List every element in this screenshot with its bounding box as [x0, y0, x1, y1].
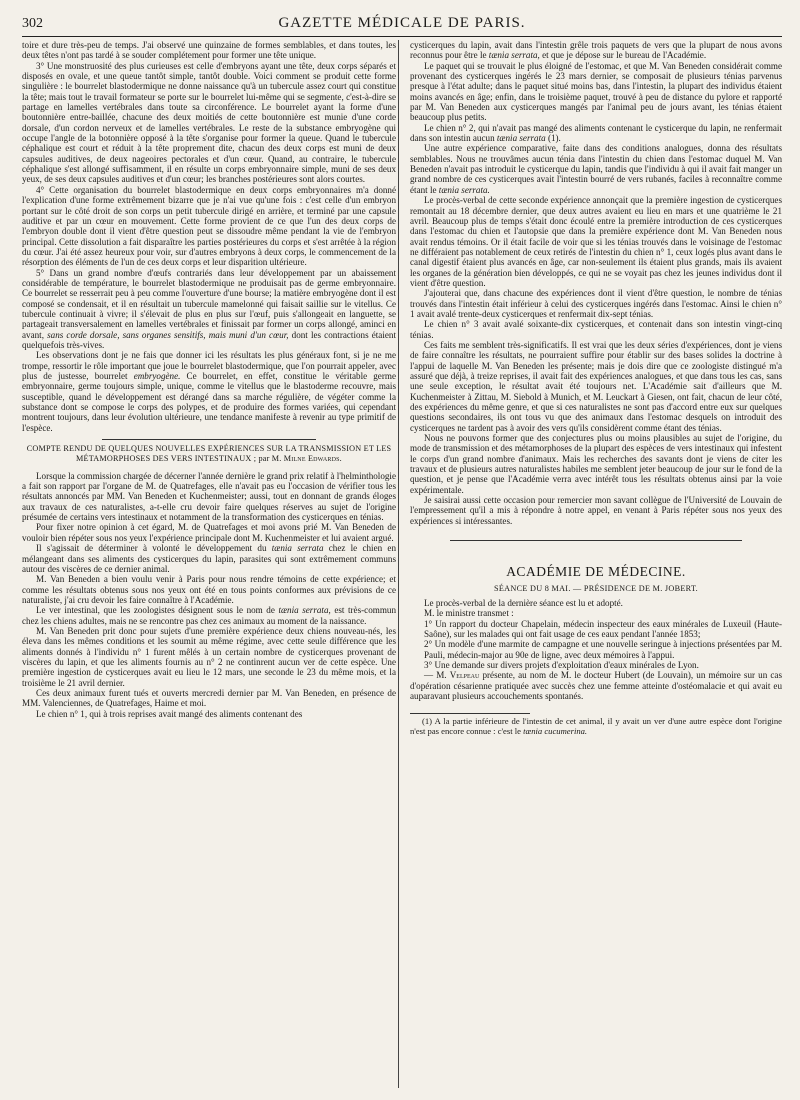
column-divider [398, 40, 399, 1088]
paragraph: M. Van Beneden a bien voulu venir à Paris pour nous rendre témoins de cette expérience; et comme les résultats obtenus sous nos yeux ont été en tous points conformes aux prévisions de ce naturaliste, j'ai cru devoir les faire connaître à l'Académie. [22, 574, 396, 605]
paragraph: toire et dure très-peu de temps. J'ai observé une quinzaine de formes semblables, et dans toutes, les deux têtes n'ont pas tardé à se souder complétement pour former une tête unique. [22, 40, 396, 61]
paragraph: Le chien n° 1, qui à trois reprises avait mangé des aliments contenant des [36, 708, 303, 719]
paragraph: Lorsque la commission chargée de décerner l'année dernière le grand prix relatif à l'helminthologie a fait son rapport par l'organe de M. de Quatrefages, elle n'avait pas eu l'occasion de vérifier tous les résultats annoncés par MM. Van Beneden et Kuchenmeister; aussi, tout en donnant de grands éloges aux travaux de ces naturalistes, a-t-elle cru devoir faire quelques réserves au sujet de l'origine présumée de certains vers intestinaux et notamment de la transformation des cysticerques en ténias. [22, 470, 396, 523]
paragraph: Pour fixer notre opinion à cet égard, M. de Quatrefages et moi avons prié M. Van Beneden de vouloir bien répéter sous nos yeux l'expérience principale dont M. Kuchenmeister et lui avaient argué. [22, 522, 396, 543]
paragraph: Le procès-verbal de la dernière séance est lu et adopté. [424, 597, 623, 608]
list-item: 2° Un modèle d'une marmite de campagne et une nouvelle seringue à injections présentées par M. Pauli, médecin-major au 90e de ligne, avec deux mémoires à l'appui. [424, 639, 782, 660]
paragraph: Le chien n° 2, qui n'avait pas mangé des aliments contenant le cysticerque du lapin, ne renfermait dans son intestin aucun tænia serrata (1). [410, 122, 782, 144]
session-heading: SÉANCE DU 8 MAI. — PRÉSIDENCE DE M. JOBERT. [494, 583, 698, 593]
footnote: (1) A la partie inférieure de l'intestin de cet animal, il y avait un ver d'une autre espèce dont l'origine n'est pas encore connue : c'est le tænia cucumerina. [410, 716, 782, 737]
paragraph: 4° Cette organisation du bourrelet blastodermique en deux corps embryonnaires m'a donné l'explication d'une forme extrêmement bizarre que je n'ai vue qu'une fois : c'est celle d'un embryon portant sur le côté droit de son corps un petit tubercule dirigé en arrière, et terminé par une capsule auditive et par un cœur en mouvement. Cette forme provient de ce que l'un des deux corps de l'embryon double dont il vient d'être question peut se dissoudre même pendant la vie de l'embryon principal. Cette dissolution a fait disparaître les parties postérieures du corps et s'est arrêtée à la région du cœur. J'ai été assez heureux pour voir, sur d'autres embryons à deux corps, le commencement de la résorption des éléments de l'un de ces deux corps et leur disparition ultérieure. [22, 184, 396, 268]
page-header [22, 10, 782, 37]
paragraph: Une autre expérience comparative, faite dans des conditions analogues, donna des résultats semblables. Nous ne trouvâmes aucun ténia dans l'intestin du chien dans l'estomac duquel M. Van Beneden n'avait pas introduit le cysticerque du lapin, tandis que l'individu à qui il avait fait manger un grand nombre de ces cysticerques avait l'intestin bourré de vers rubanés, faciles à reconnaître comme étant le tænia serrata. [410, 143, 782, 195]
paragraph: M. Van Beneden prit donc pour sujets d'une première expérience deux chiens nouveau-nés, les éleva dans les mêmes conditions et les soumit au même régime, avec cette seule différence que les aliments donnés à l'individu n° 1 furent mêlés à un certain nombre de cysticerques provenant de viscères du lapin, et que les aliments fournis au n° 2 ne continrent aucun ver de cette espèce. Une première ingestion de cysticerques avait eu lieu le 12 mars, une seconde le 23 du même mois, et la troisième le 21 avril dernier. [22, 625, 396, 688]
section-title: COMPTE RENDU DE QUELQUES NOUVELLES EXPÉRIENCES SUR LA TRANSMISSION ET LES MÉTAMORPHOSES DES VERS INTESTINAUX ; par M. Milne Edwards. [26, 444, 392, 464]
paragraph: Ces faits me semblent très-significatifs. Il est vrai que les deux séries d'expériences, dont je viens de faire connaître les résultats, ne pourraient suffire pour établir sur des bases solides la doctrine à l'appui de laquelle M. Van Beneden les présente; mais je dois dire que ce zoologiste distingué m'a assuré que déjà, à treize reprises, il avait fait des expériences analogues, et que dans tous les cas, sans une seule exception, le résultat avait été toujours net. L'Académie sait d'ailleurs que M. Kuchenmeister à Zittau, M. Siebold à Munich, et M. Leuckart à Giesen, ont fait, chacun de leur côté, des expériences du même genre, et que si ces naturalistes ne sont pas d'accord entre eux sur quelques questions secondaires, ils ont tous vu que des animaux dans l'estomac desquels on introduit des cysticerques ne tardent pas à avoir des vers qu'ils considèrent comme étant des ténias. [410, 339, 782, 433]
footnote-rule [410, 713, 530, 714]
paragraph: Nous ne pouvons former que des conjectures plus ou moins plausibles au sujet de l'origine, du mode de transmission et des métamorphoses de la plupart des espèces de vers intestinaux qui infestent le corps d'un grand nombre d'animaux. Mais les recherches des savants dont je viens de citer les travaux et de plusieurs autres naturalistes habiles me semblent jeter beaucoup de jour sur le fond de la question, et je pense que l'Académie verra avec intérêt tous les résultats obtenus ainsi par la voie expérimentale. [410, 433, 782, 495]
left-column [22, 40, 396, 719]
paragraph: Les observations dont je ne fais que donner ici les résultats les plus généraux font, si je ne me trompe, ressortir le rôle important que joue le bourrelet blastodermique, que l'on pourrait appeler, avec plus de justesse, bourrelet embryogène. Ce bourrelet, en effet, constitue le véritable germe embryonnaire, germe toujours simple, unique, comme le vitellus que le blastoderme recouvre, mais susceptible, quand le développement est dérangé dans sa marche régulière, de végéter comme la substance dont se compose le corps des polypes, et de produire des formes variées, qui cependant montrent toujours, dans leur évolution ultérieure, une tendance manifeste à revenir au type primitif de l'espèce. [22, 350, 396, 433]
paragraph: M. le ministre transmet : [424, 608, 514, 619]
paragraph: Je saisirai aussi cette occasion pour remercier mon savant collègue de l'Université de Louvain de l'empressement qu'il a mis à répondre à notre appel, en venant à Paris répéter sous nos yeux des expériences si intéressantes. [410, 495, 782, 526]
page-number: 302 [22, 16, 43, 31]
paragraph: Le chien n° 3 avait avalé soixante-dix cysticerques, et contenait dans son intestin vingt-cinq ténias. [410, 319, 782, 340]
list-item: 1° Un rapport du docteur Chapelain, médecin inspecteur des eaux minérales de Luxeuil (Haute-Saône), sur les malades qui ont fait usage de ces eaux pendant l'année 1853; [424, 618, 782, 639]
right-column [410, 40, 782, 737]
journal-title: GAZETTE MÉDICALE DE PARIS. [278, 15, 526, 31]
paragraph: Ces deux animaux furent tués et ouverts mercredi dernier par M. Van Beneden, en présence de MM. Valenciennes, de Quatrefages, Haime et moi. [22, 687, 396, 709]
section-separator [450, 540, 742, 541]
paragraph: Le procès-verbal de cette seconde expérience annonçait que la première ingestion de cysticerques remontait au 18 décembre dernier, que deux autres avaient eu lieu en mars et une quatrième le 21 avril. Beaucoup plus de temps s'était donc écoulé entre la première introduction de ces cysticerques dans l'estomac du chien et l'autopsie que dans la première expérience dont M. Van Beneden nous avait rendus témoins. Or il était facile de voir que si les ténias trouvés dans le voisinage de l'estomac ne différaient pas notablement de ceux retirés de l'intestin du chien n° 1, ceux logés plus avant dans le canal digestif étaient plus avancés en âge, car non-seulement ils étaient plus grands, mais ils avaient les organes de la génération bien développés, ce qui ne se voyait pas chez les jeunes individus dont il vient d'être question. [410, 195, 782, 288]
paragraph: cysticerques du lapin, avait dans l'intestin grêle trois paquets de vers que la plupart de nous avons reconnus pour être le tænia serrata, et que je dépose sur le bureau de l'Académie. [410, 40, 782, 61]
paragraph: Le paquet qui se trouvait le plus éloigné de l'estomac, et que M. Van Beneden considérait comme provenant des cysticerques ingérés le 23 mars dernier, se composait de plusieurs ténias parvenus presque à l'état adulte; dans le paquet situé moins bas, dans l'intestin, la plupart des individus étaient moins avancés en âge; enfin, dans le troisième paquet, trouvé à peu de distance du pylore et rapporté par M. Van Beneden aux cysticerques mangés par l'animal peu de jours avant, les ténias étaient beaucoup plus petits. [410, 60, 782, 123]
paragraph: 3° Une monstruosité des plus curieuses est celle d'embryons ayant une tête, deux corps séparés et disposés en ovale, et une queue tantôt simple, tantôt double. Voici comment se produit cette forme singulière : le bourrelet blastodermique ne donne naissance qu'à un tubercule assez court qui constitue la tête; mais tout le travail formateur se porte sur le bourrelet lui-même qui se segmente, c'est-à-dire se partage en lamelles vertébrales dans toute sa circonférence. Le bourrelet ayant la forme d'une boutonnière entre-baillée, chacune des deux moitiés de cette boutonnière est munie d'une corde dorsale, d'un cordon nerveux et de lamelles vertébrales. Le reste de la substance embryogène qui occupe l'angle de la botonnière opposé à la tête s'organise pour former la queue. Quand le tubercule céphalique est court et réduit à la tête proprement dite, chacun des deux corps est muni de deux capsules auditives, de deux nageoires pectorales et d'un cœur. Quand, au contraire, le tubercule céphalique s'est allongé suffisamment, il en résulte un corps embryonnaire simple, muni de ses deux yeux, de ses deux capsules auditives et d'un cœur; les branches postérieures sont alors courtes. [22, 60, 396, 185]
paragraph: J'ajouterai que, dans chacune des expériences dont il vient d'être question, le nombre de ténias trouvés dans l'intestin était inférieur à celui des cysticerques ingérés dans l'estomac. Ainsi le chien n° 1 avait avalé trente-deux cysticerques et renfermait dix-sept ténias. [410, 288, 782, 319]
academy-heading: ACADÉMIE DE MÉDECINE. [506, 564, 686, 580]
paragraph: Le ver intestinal, que les zoologistes désignent sous le nom de tænia serrata, est très-commun chez les chiens adultes, mais ne se rencontre pas chez ces animaux au moment de la naissance. [22, 605, 396, 626]
paragraph: — M. Velpeau présente, au nom de M. le docteur Hubert (de Louvain), un mémoire sur un cas d'opération césarienne pratiquée avec succès chez une femme atteinte d'ostéomalacie et qui avait eu auparavant plusieurs accouchements spontanés. [410, 670, 783, 701]
section-separator [102, 439, 316, 440]
paragraph: Il s'agissait de déterminer à volonté le développement du tænia serrata chez le chien en mélangeant dans ses aliments des cysticerques du lapin, parasites qui sont extrêmement communs autour des viscères de ce dernier animal. [22, 543, 396, 574]
paragraph: 5° Dans un grand nombre d'œufs contrariés dans leur développement par un abaissement considérable de température, le bourrelet blastodermique ne produisait pas de germe embryonnaire. Ce bourrelet se resserrait peu à peu comme l'ouverture d'une bourse; la matière embryogène dont il est composé se condensait, et il en résultait un tubercule mamelonné qui faisait saillie sur le vitellus. Ce tubercule continuait à vivre; il s'élevait de plus en plus sur l'œuf, puis s'allongeait en languette, se partageait transversalement en lamelles vertébrales et finissait par former un corps allongé, aminci en avant, sans corde dorsale, sans organes sensitifs, mais muni d'un cœur, dont les contractions étaient quelquefois très-vives. [22, 267, 396, 350]
list-item: 3° Une demande sur divers projets d'exploitation d'eaux minérales de Lyon. [424, 659, 699, 670]
